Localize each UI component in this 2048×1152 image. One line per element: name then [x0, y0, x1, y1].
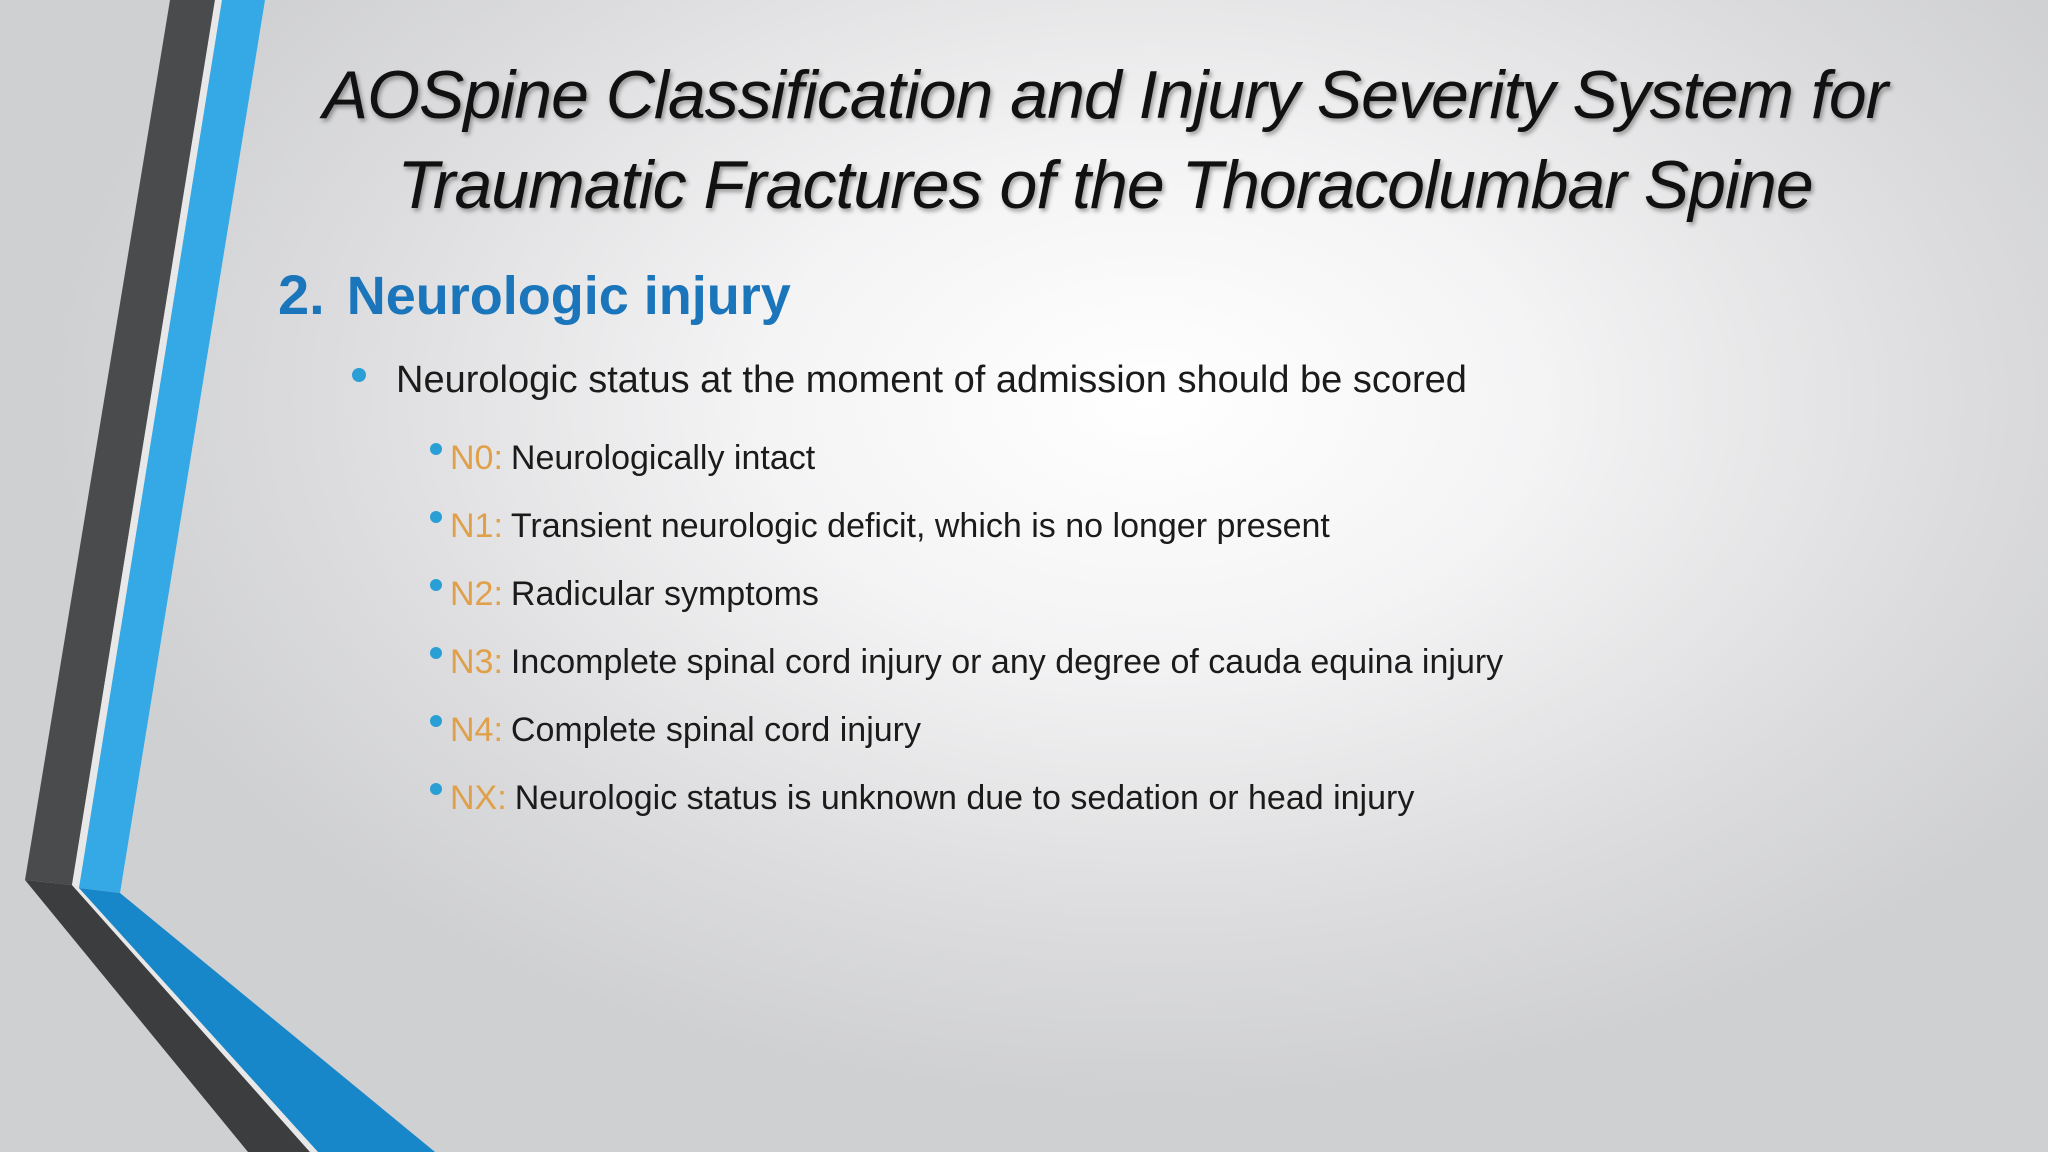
light-separator-stripe [72, 0, 222, 888]
grade-code: NX: [450, 779, 507, 817]
title-line-2: Traumatic Fractures of the Thoracolumbar Spine [397, 147, 1813, 223]
grade-code: N3: [450, 643, 503, 681]
bullet-dot-icon [352, 368, 366, 382]
grade-code: N0: [450, 439, 503, 477]
grade-description: Incomplete spinal cord injury or any degree of cauda equina injury [510, 643, 1504, 681]
main-bullet [352, 352, 1467, 408]
title-line-1: AOSpine Classification and Injury Severity System for [322, 57, 1888, 133]
section-heading [278, 260, 791, 331]
list-item-n4 [430, 696, 1503, 764]
list-item-n3 [430, 628, 1503, 696]
bullet-dot-icon [430, 715, 442, 727]
grade-description: Complete spinal cord injury [510, 711, 921, 749]
grade-description: Transient neurologic deficit, which is no longer present [510, 507, 1330, 545]
bullet-dot-icon [430, 647, 442, 659]
bullet-dot-icon [430, 579, 442, 591]
grade-code: N2: [450, 575, 503, 613]
main-bullet-text: Neurologic status at the moment of admission should be scored [396, 359, 1467, 401]
bullet-dot-icon [430, 443, 442, 455]
list-item-n2 [430, 560, 1503, 628]
section-title: Neurologic injury [346, 266, 791, 326]
grade-description: Neurologic status is unknown due to sedation or head injury [514, 779, 1415, 817]
bullet-dot-icon [430, 511, 442, 523]
list-item-n1 [430, 492, 1503, 560]
section-number: 2. [278, 263, 325, 326]
grade-description: Neurologically intact [510, 439, 816, 477]
light-separator-diagonal [72, 885, 318, 1152]
list-item-n0 [430, 424, 1503, 492]
neuro-grade-list [430, 424, 1503, 832]
bullet-dot-icon [430, 783, 442, 795]
grade-code: N4: [450, 711, 503, 749]
grade-description: Radicular symptoms [510, 575, 819, 613]
list-item-nx [430, 764, 1503, 832]
grade-code: N1: [450, 507, 503, 545]
slide-title [260, 50, 1950, 230]
